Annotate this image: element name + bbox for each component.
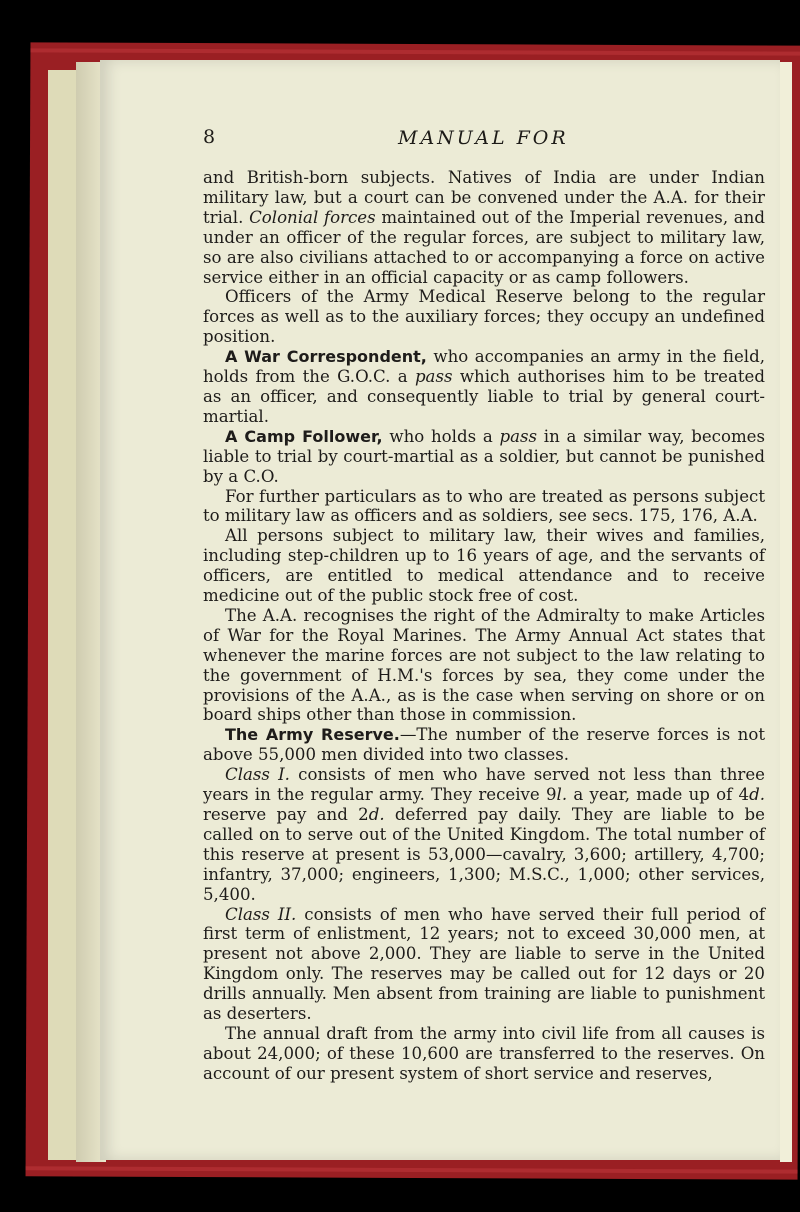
endpaper-strip — [48, 70, 78, 1160]
paragraph — [203, 168, 765, 287]
italic-text: Class I. — [225, 765, 290, 785]
italic-text: d. — [749, 785, 765, 805]
italic-text: pass — [414, 367, 453, 387]
text-run: in a similar way, becomes liable to trial by court-martial as a soldier, but cannot be punished by a C.O. — [203, 426, 766, 486]
paragraph — [203, 347, 765, 427]
page-edge — [780, 62, 792, 1162]
paragraph — [203, 606, 765, 725]
italic-text: Class II. — [225, 904, 297, 924]
text-run: All persons subject to military law, their wives and families, including step-children up to 16 years of age, and the servants of officers, are entitled to medical attendance and to receive medicine out of the public stock free of cost. — [203, 526, 765, 606]
page-number: 8 — [203, 126, 216, 148]
cover-edge-top — [30, 48, 800, 55]
section-heading: A War Correspondent, — [225, 347, 427, 367]
text-run: reserve pay and 2 — [203, 805, 369, 824]
section-heading: The Army Reserve. — [225, 725, 400, 745]
text-run: deferred pay daily. They are liable to be called on to serve out of the United Kingdom. The total number of this reserve at present is 53,000—cavalry, 3,600; artillery, 4,700; infantry, 37,000; engineers, 1,300; M.S.C., 1,000; other services, 5,400. — [203, 805, 765, 904]
paragraph — [203, 487, 765, 527]
paragraph — [203, 905, 765, 1024]
cover-edge-bottom — [26, 1166, 798, 1173]
text-run: who holds a — [382, 426, 500, 446]
text-run: The annual draft from the army into civil life from all causes is about 24,000; of these 10,600 are transferred to the reserves. On account of our present system of short service and reserves, — [203, 1023, 765, 1083]
text-run: which authorises him to be treated as an officer, and consequently liable to trial by general court-martial. — [203, 367, 765, 426]
section-heading: A Camp Follower, — [225, 426, 383, 446]
running-title: MANUAL FOR — [398, 127, 569, 149]
paragraph — [203, 287, 765, 347]
paragraph — [203, 1024, 765, 1084]
body-text — [203, 168, 765, 1084]
italic-text: pass — [499, 426, 538, 446]
text-run: Officers of the Army Medical Reserve belong to the regular forces as well as to the auxiliary forces; they occupy an undefined position. — [203, 287, 765, 347]
text-run: maintained out of the Imperial revenues, and under an officer of the regular forces, are subject to military law, so are also civilians attached to or accompanying a force on active service either in an official capacity or as camp followers. — [203, 207, 765, 287]
text-run: For further particulars as to who are treated as persons subject to military law as officers and as soldiers, see secs. 175, 176, A.A. — [203, 486, 765, 526]
paragraph — [203, 765, 765, 904]
paragraph — [203, 725, 765, 765]
text-run: and British-born subjects. Natives of India are under Indian military law, but a court can be convened under the A.A. for their trial. — [203, 168, 765, 227]
italic-text: Colonial forces — [249, 207, 376, 227]
text-run: The A.A. recognises the right of the Admiralty to make Articles of War for the Royal Marines. The Army Annual Act states that whenever the marine forces are not subject to the law relating to the government of H.M.'s forces by sea, they come under the provisions of the A.A., as is the case when serving on shore or on board ships other than those in commission. — [203, 605, 765, 725]
text-run: —The number of the reserve forces is not above 55,000 men divided into two classes. — [203, 725, 766, 765]
italic-text: l. — [556, 785, 568, 805]
text-run: who accompanies an army in the field, holds from the G.O.C. a — [203, 347, 766, 387]
italic-text: d. — [368, 805, 385, 824]
text-run: consists of men who have served not less than three years in the regular army. They receive 9 — [203, 765, 765, 805]
page-header — [203, 126, 663, 152]
paragraph — [203, 427, 765, 487]
paragraph — [203, 526, 765, 606]
text-run: a year, made up of 4 — [567, 785, 750, 805]
text-run: consists of men who have served their full period of first term of enlistment, 12 years; not to exceed 30,000 men, at present not above 2,000. They are liable to serve in the United Kingdom only. The reserves may be called out for 12 days or 20 drills annually. Men absent from training are liable to punishment as deserters. — [203, 904, 765, 1024]
